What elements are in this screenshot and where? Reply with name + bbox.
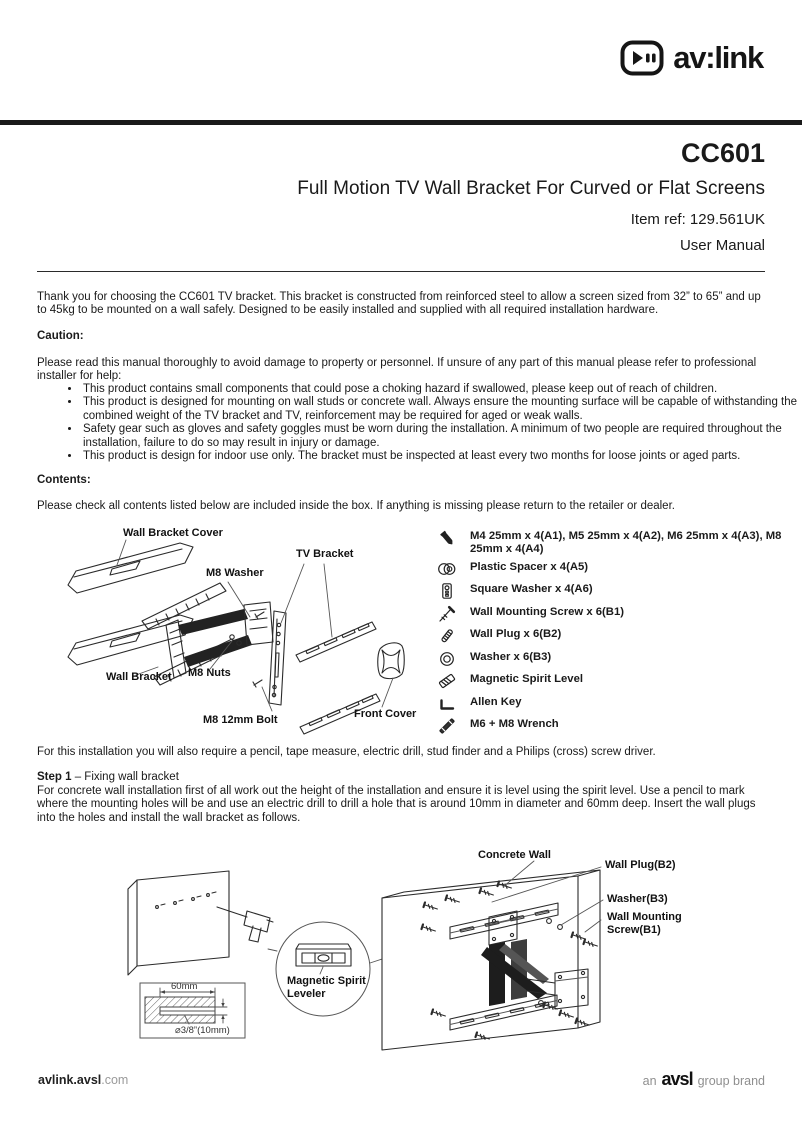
header-divider — [0, 120, 802, 125]
parts-list-item — [437, 528, 789, 556]
caution-item: • This product is design for indoor use only. The bracket must be inspected at least every two months for loose joints or aged parts. — [81, 450, 802, 463]
label-wall-plug: Wall Plug(B2) — [605, 859, 676, 871]
label-concrete-wall: Concrete Wall — [478, 849, 551, 861]
avsl-logo: avsl — [661, 1069, 693, 1089]
wrench-icon — [437, 716, 457, 736]
label-wall-bracket: Wall Bracket — [106, 671, 172, 683]
product-code: CC601 — [680, 138, 765, 168]
part-label: Square Washer x 4(A6) — [470, 583, 593, 595]
spirit-level-icon — [437, 671, 457, 691]
parts-list-item — [437, 604, 789, 624]
screw-icon — [437, 604, 457, 624]
footer-site-tld: .com — [101, 1073, 129, 1087]
footer-brand-suffix: group brand — [697, 1074, 765, 1088]
parts-list-item — [437, 694, 789, 714]
exploded-diagram — [60, 525, 440, 740]
label-hole-diameter: ⌀3/8”(10mm) — [175, 1025, 230, 1036]
title-divider — [37, 271, 765, 272]
parts-list-item — [437, 716, 789, 736]
installation-drawing — [37, 845, 765, 1063]
label-wall-bracket-cover: Wall Bracket Cover — [123, 527, 223, 539]
title-block — [297, 138, 765, 255]
parts-list-item — [437, 581, 789, 601]
product-title: Full Motion TV Wall Bracket For Curved or Flat Screens — [297, 178, 765, 199]
intro-paragraph: Thank you for choosing the CC601 TV bracket. This bracket is constructed from reinforced steel to allow a screen sized from 32” to 65” and up to 45kg to be mounted on a wall safely. Designed to be easily installed and supplied with all required installation hardware. — [37, 291, 761, 317]
parts-list-item — [437, 649, 789, 669]
label-m8-nuts: M8 Nuts — [188, 667, 231, 679]
label-washer: Washer(B3) — [607, 893, 668, 905]
caution-heading: Caution: — [37, 330, 84, 342]
footer-brand-prefix: an — [642, 1074, 657, 1088]
part-label: Wall Plug x 6(B2) — [470, 628, 562, 640]
label-magnetic-spirit-leveler: Magnetic Spirit Leveler — [287, 975, 366, 1000]
part-label: Wall Mounting Screw x 6(B1) — [470, 605, 624, 618]
label-tv-bracket: TV Bracket — [296, 548, 354, 560]
part-label: Magnetic Spirit Level — [470, 673, 583, 685]
contents-intro: Please check all contents listed below are included inside the box. If anything is missing please return to the retailer or dealer. — [37, 500, 675, 512]
step1-diagram — [37, 845, 765, 1063]
caution-item: • This product is designed for mounting on wall studs or concrete wall. Always ensure the mounting surface will be capable of withstanding the combined weight of the TV bracket and TV, reinforcement may be required for aged or weak walls. — [81, 396, 802, 423]
brand-logo — [620, 40, 763, 76]
label-front-cover: Front Cover — [354, 708, 417, 720]
label-m8-washer: M8 Washer — [206, 567, 264, 579]
step1-number: Step 1 — [37, 771, 72, 783]
footer-website — [38, 1073, 128, 1087]
item-ref: Item ref: 129.561UK — [630, 211, 765, 228]
brand-name: av:link — [673, 40, 763, 75]
part-label: M6 + M8 Wrench — [470, 718, 559, 730]
parts-list-item — [437, 626, 789, 646]
washer-icon — [437, 649, 457, 669]
part-label: Plastic Spacer x 4(A5) — [470, 560, 589, 573]
tools-note: For this installation you will also require a pencil, tape measure, electric drill, stud finder and a Philips (cross) screw driver. — [37, 746, 656, 758]
square-washer-icon — [437, 581, 457, 601]
label-m8-12mm-bolt: M8 12mm Bolt — [203, 714, 278, 726]
wall-plug-icon — [437, 626, 457, 646]
caution-item: • Safety gear such as gloves and safety goggles must be worn during the installation. A minimum of two people are required throughout the installation, failure to do so may result in injury or damage. — [81, 423, 802, 450]
part-label: M4 25mm x 4(A1), M5 25mm x 4(A2), M6 25mm x 4(A3), M8 25mm x 4(A4) — [470, 530, 782, 555]
step1-title: – Fixing wall bracket — [71, 771, 179, 783]
caution-item: • This product contains small components that could pose a choking hazard if swallowed, please keep out of reach of children. — [81, 383, 802, 396]
caution-list — [37, 383, 802, 463]
bolt-icon — [437, 528, 457, 548]
part-label: Allen Key — [470, 695, 522, 708]
parts-list-item — [437, 559, 789, 579]
footer-site-name: avlink.avsl — [38, 1073, 102, 1087]
footer-group-brand — [643, 1069, 765, 1090]
spacer-icon — [437, 559, 457, 579]
doc-type: User Manual — [679, 237, 765, 254]
parts-list — [437, 528, 789, 739]
play-pause-icon — [620, 40, 664, 76]
label-wall-mounting-screw: Wall Mounting Screw(B1) — [607, 911, 682, 936]
step1-heading — [37, 771, 768, 784]
parts-list-item — [437, 671, 789, 691]
part-label: Washer x 6(B3) — [470, 650, 552, 663]
caution-intro: Please read this manual thoroughly to avoid damage to property or personnel. If unsure of any part of this manual please refer to professional installer for help: — [37, 357, 757, 383]
allen-key-icon — [437, 694, 457, 714]
label-hole-depth: 60mm — [171, 981, 198, 992]
step1-body: For concrete wall installation first of all work out the height of the installation and ensure it is level using the spirit level. Use a pencil to mark where the mounting holes will be and use an electric drill to drill a hole that is around 10mm in diameter and 60mm deep. Insert the wall plugs into the holes and install the wall bracket as follows. — [37, 785, 756, 824]
contents-heading: Contents: — [37, 474, 91, 486]
